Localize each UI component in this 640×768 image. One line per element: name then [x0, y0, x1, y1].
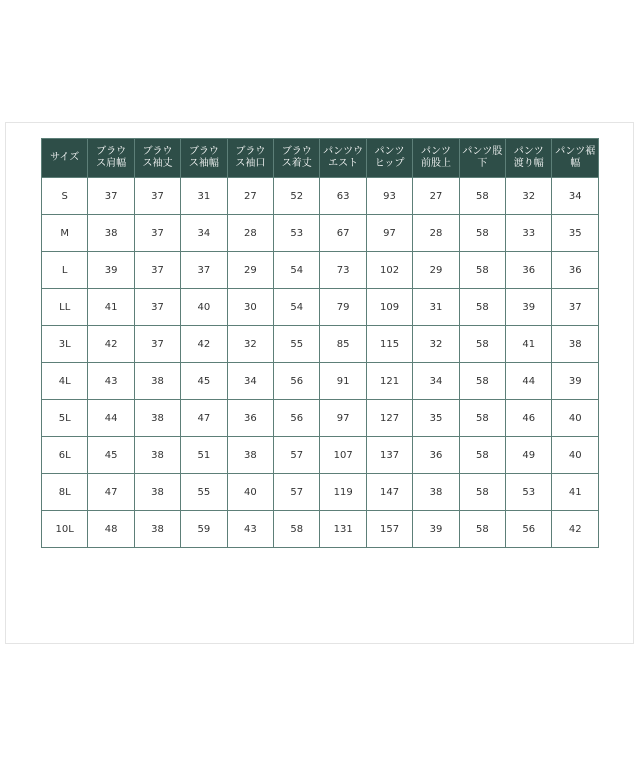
cell-pants-thigh: 39: [506, 289, 552, 326]
cell-blouse-shoulder: 47: [88, 474, 134, 511]
cell-blouse-sleeve-length: 37: [134, 178, 180, 215]
cell-blouse-sleeve-width: 45: [181, 363, 227, 400]
cell-pants-waist: 67: [320, 215, 366, 252]
cell-pants-hem: 38: [552, 326, 599, 363]
cell-blouse-sleeve-width: 34: [181, 215, 227, 252]
cell-blouse-sleeve-length: 38: [134, 511, 180, 548]
cell-pants-waist: 79: [320, 289, 366, 326]
cell-blouse-sleeve-width: 40: [181, 289, 227, 326]
cell-pants-front-rise: 28: [413, 215, 459, 252]
cell-blouse-cuff: 38: [227, 437, 273, 474]
cell-blouse-cuff: 40: [227, 474, 273, 511]
cell-blouse-length: 56: [274, 363, 320, 400]
cell-size: 6L: [42, 437, 88, 474]
cell-blouse-cuff: 30: [227, 289, 273, 326]
cell-blouse-length: 58: [274, 511, 320, 548]
cell-blouse-length: 57: [274, 474, 320, 511]
cell-pants-thigh: 46: [506, 400, 552, 437]
header-blouse-cuff: ブラウ ス袖口: [227, 139, 273, 178]
header-blouse-shoulder: ブラウ ス肩幅: [88, 139, 134, 178]
table-row: [42, 215, 599, 252]
cell-blouse-sleeve-length: 37: [134, 252, 180, 289]
cell-blouse-shoulder: 42: [88, 326, 134, 363]
cell-pants-front-rise: 27: [413, 178, 459, 215]
header-pants-waist: パンツウ エスト: [320, 139, 366, 178]
cell-pants-thigh: 36: [506, 252, 552, 289]
cell-pants-hip: 127: [366, 400, 412, 437]
table-row: [42, 437, 599, 474]
cell-blouse-sleeve-length: 38: [134, 363, 180, 400]
cell-size: 10L: [42, 511, 88, 548]
cell-pants-hem: 42: [552, 511, 599, 548]
cell-blouse-sleeve-width: 31: [181, 178, 227, 215]
cell-pants-waist: 97: [320, 400, 366, 437]
cell-size: L: [42, 252, 88, 289]
cell-blouse-sleeve-width: 47: [181, 400, 227, 437]
cell-pants-hip: 157: [366, 511, 412, 548]
table-row: [42, 474, 599, 511]
cell-blouse-length: 53: [274, 215, 320, 252]
cell-pants-inseam: 58: [459, 363, 505, 400]
cell-pants-waist: 73: [320, 252, 366, 289]
table-row: [42, 289, 599, 326]
cell-pants-thigh: 32: [506, 178, 552, 215]
cell-pants-inseam: 58: [459, 289, 505, 326]
cell-pants-hem: 40: [552, 437, 599, 474]
table-row: [42, 511, 599, 548]
table-row: [42, 326, 599, 363]
cell-pants-hem: 34: [552, 178, 599, 215]
cell-pants-hem: 36: [552, 252, 599, 289]
cell-pants-thigh: 49: [506, 437, 552, 474]
cell-pants-hem: 40: [552, 400, 599, 437]
cell-blouse-cuff: 29: [227, 252, 273, 289]
cell-pants-hip: 109: [366, 289, 412, 326]
cell-pants-thigh: 53: [506, 474, 552, 511]
cell-blouse-shoulder: 38: [88, 215, 134, 252]
cell-pants-front-rise: 29: [413, 252, 459, 289]
cell-blouse-shoulder: 44: [88, 400, 134, 437]
cell-pants-front-rise: 36: [413, 437, 459, 474]
cell-blouse-length: 57: [274, 437, 320, 474]
table-row: [42, 400, 599, 437]
cell-blouse-cuff: 27: [227, 178, 273, 215]
cell-blouse-cuff: 34: [227, 363, 273, 400]
cell-pants-inseam: 58: [459, 474, 505, 511]
cell-pants-inseam: 58: [459, 400, 505, 437]
cell-pants-hip: 97: [366, 215, 412, 252]
cell-size: 3L: [42, 326, 88, 363]
cell-blouse-sleeve-width: 59: [181, 511, 227, 548]
cell-blouse-cuff: 43: [227, 511, 273, 548]
cell-blouse-sleeve-width: 42: [181, 326, 227, 363]
size-chart-table: [41, 138, 599, 548]
cell-pants-inseam: 58: [459, 437, 505, 474]
cell-pants-inseam: 58: [459, 215, 505, 252]
cell-blouse-length: 55: [274, 326, 320, 363]
cell-pants-hip: 121: [366, 363, 412, 400]
cell-blouse-length: 54: [274, 289, 320, 326]
cell-pants-hip: 102: [366, 252, 412, 289]
cell-pants-hip: 115: [366, 326, 412, 363]
cell-pants-thigh: 41: [506, 326, 552, 363]
cell-blouse-length: 56: [274, 400, 320, 437]
header-size: サイズ: [42, 139, 88, 178]
cell-pants-inseam: 58: [459, 511, 505, 548]
cell-pants-hem: 35: [552, 215, 599, 252]
cell-size: 8L: [42, 474, 88, 511]
cell-pants-front-rise: 35: [413, 400, 459, 437]
cell-pants-inseam: 58: [459, 178, 505, 215]
cell-pants-waist: 63: [320, 178, 366, 215]
cell-blouse-shoulder: 48: [88, 511, 134, 548]
table-header-row: [42, 139, 599, 178]
cell-blouse-sleeve-width: 51: [181, 437, 227, 474]
cell-blouse-sleeve-length: 38: [134, 474, 180, 511]
table-row: [42, 178, 599, 215]
cell-blouse-sleeve-length: 37: [134, 215, 180, 252]
cell-pants-front-rise: 38: [413, 474, 459, 511]
header-blouse-length: ブラウ ス着丈: [274, 139, 320, 178]
cell-size: 4L: [42, 363, 88, 400]
cell-size: 5L: [42, 400, 88, 437]
cell-pants-waist: 91: [320, 363, 366, 400]
header-pants-hip: パンツ ヒップ: [366, 139, 412, 178]
cell-blouse-length: 52: [274, 178, 320, 215]
cell-pants-hem: 37: [552, 289, 599, 326]
header-blouse-sleeve-length: ブラウ ス袖丈: [134, 139, 180, 178]
cell-blouse-shoulder: 39: [88, 252, 134, 289]
cell-pants-front-rise: 32: [413, 326, 459, 363]
cell-blouse-sleeve-length: 37: [134, 326, 180, 363]
cell-size: M: [42, 215, 88, 252]
cell-pants-waist: 131: [320, 511, 366, 548]
cell-blouse-shoulder: 45: [88, 437, 134, 474]
cell-pants-thigh: 44: [506, 363, 552, 400]
cell-pants-front-rise: 31: [413, 289, 459, 326]
cell-pants-thigh: 56: [506, 511, 552, 548]
cell-size: S: [42, 178, 88, 215]
header-pants-inseam: パンツ股下: [459, 139, 505, 178]
cell-blouse-cuff: 32: [227, 326, 273, 363]
cell-blouse-shoulder: 41: [88, 289, 134, 326]
table-row: [42, 252, 599, 289]
cell-blouse-sleeve-width: 55: [181, 474, 227, 511]
cell-pants-waist: 107: [320, 437, 366, 474]
cell-pants-thigh: 33: [506, 215, 552, 252]
cell-blouse-sleeve-length: 38: [134, 400, 180, 437]
table-body: [42, 178, 599, 548]
cell-pants-front-rise: 34: [413, 363, 459, 400]
header-pants-hem: パンツ裾幅: [552, 139, 599, 178]
header-blouse-sleeve-width: ブラウ ス袖幅: [181, 139, 227, 178]
cell-blouse-shoulder: 43: [88, 363, 134, 400]
cell-pants-waist: 85: [320, 326, 366, 363]
cell-pants-hem: 41: [552, 474, 599, 511]
header-pants-thigh: パンツ 渡り幅: [506, 139, 552, 178]
table-row: [42, 363, 599, 400]
cell-pants-hip: 93: [366, 178, 412, 215]
cell-blouse-sleeve-length: 37: [134, 289, 180, 326]
cell-pants-front-rise: 39: [413, 511, 459, 548]
cell-pants-waist: 119: [320, 474, 366, 511]
cell-pants-hip: 147: [366, 474, 412, 511]
cell-size: LL: [42, 289, 88, 326]
header-pants-front-rise: パンツ 前股上: [413, 139, 459, 178]
cell-blouse-cuff: 36: [227, 400, 273, 437]
cell-blouse-length: 54: [274, 252, 320, 289]
cell-pants-inseam: 58: [459, 326, 505, 363]
cell-pants-hem: 39: [552, 363, 599, 400]
cell-blouse-sleeve-length: 38: [134, 437, 180, 474]
cell-blouse-cuff: 28: [227, 215, 273, 252]
cell-pants-hip: 137: [366, 437, 412, 474]
cell-blouse-shoulder: 37: [88, 178, 134, 215]
cell-pants-inseam: 58: [459, 252, 505, 289]
cell-blouse-sleeve-width: 37: [181, 252, 227, 289]
